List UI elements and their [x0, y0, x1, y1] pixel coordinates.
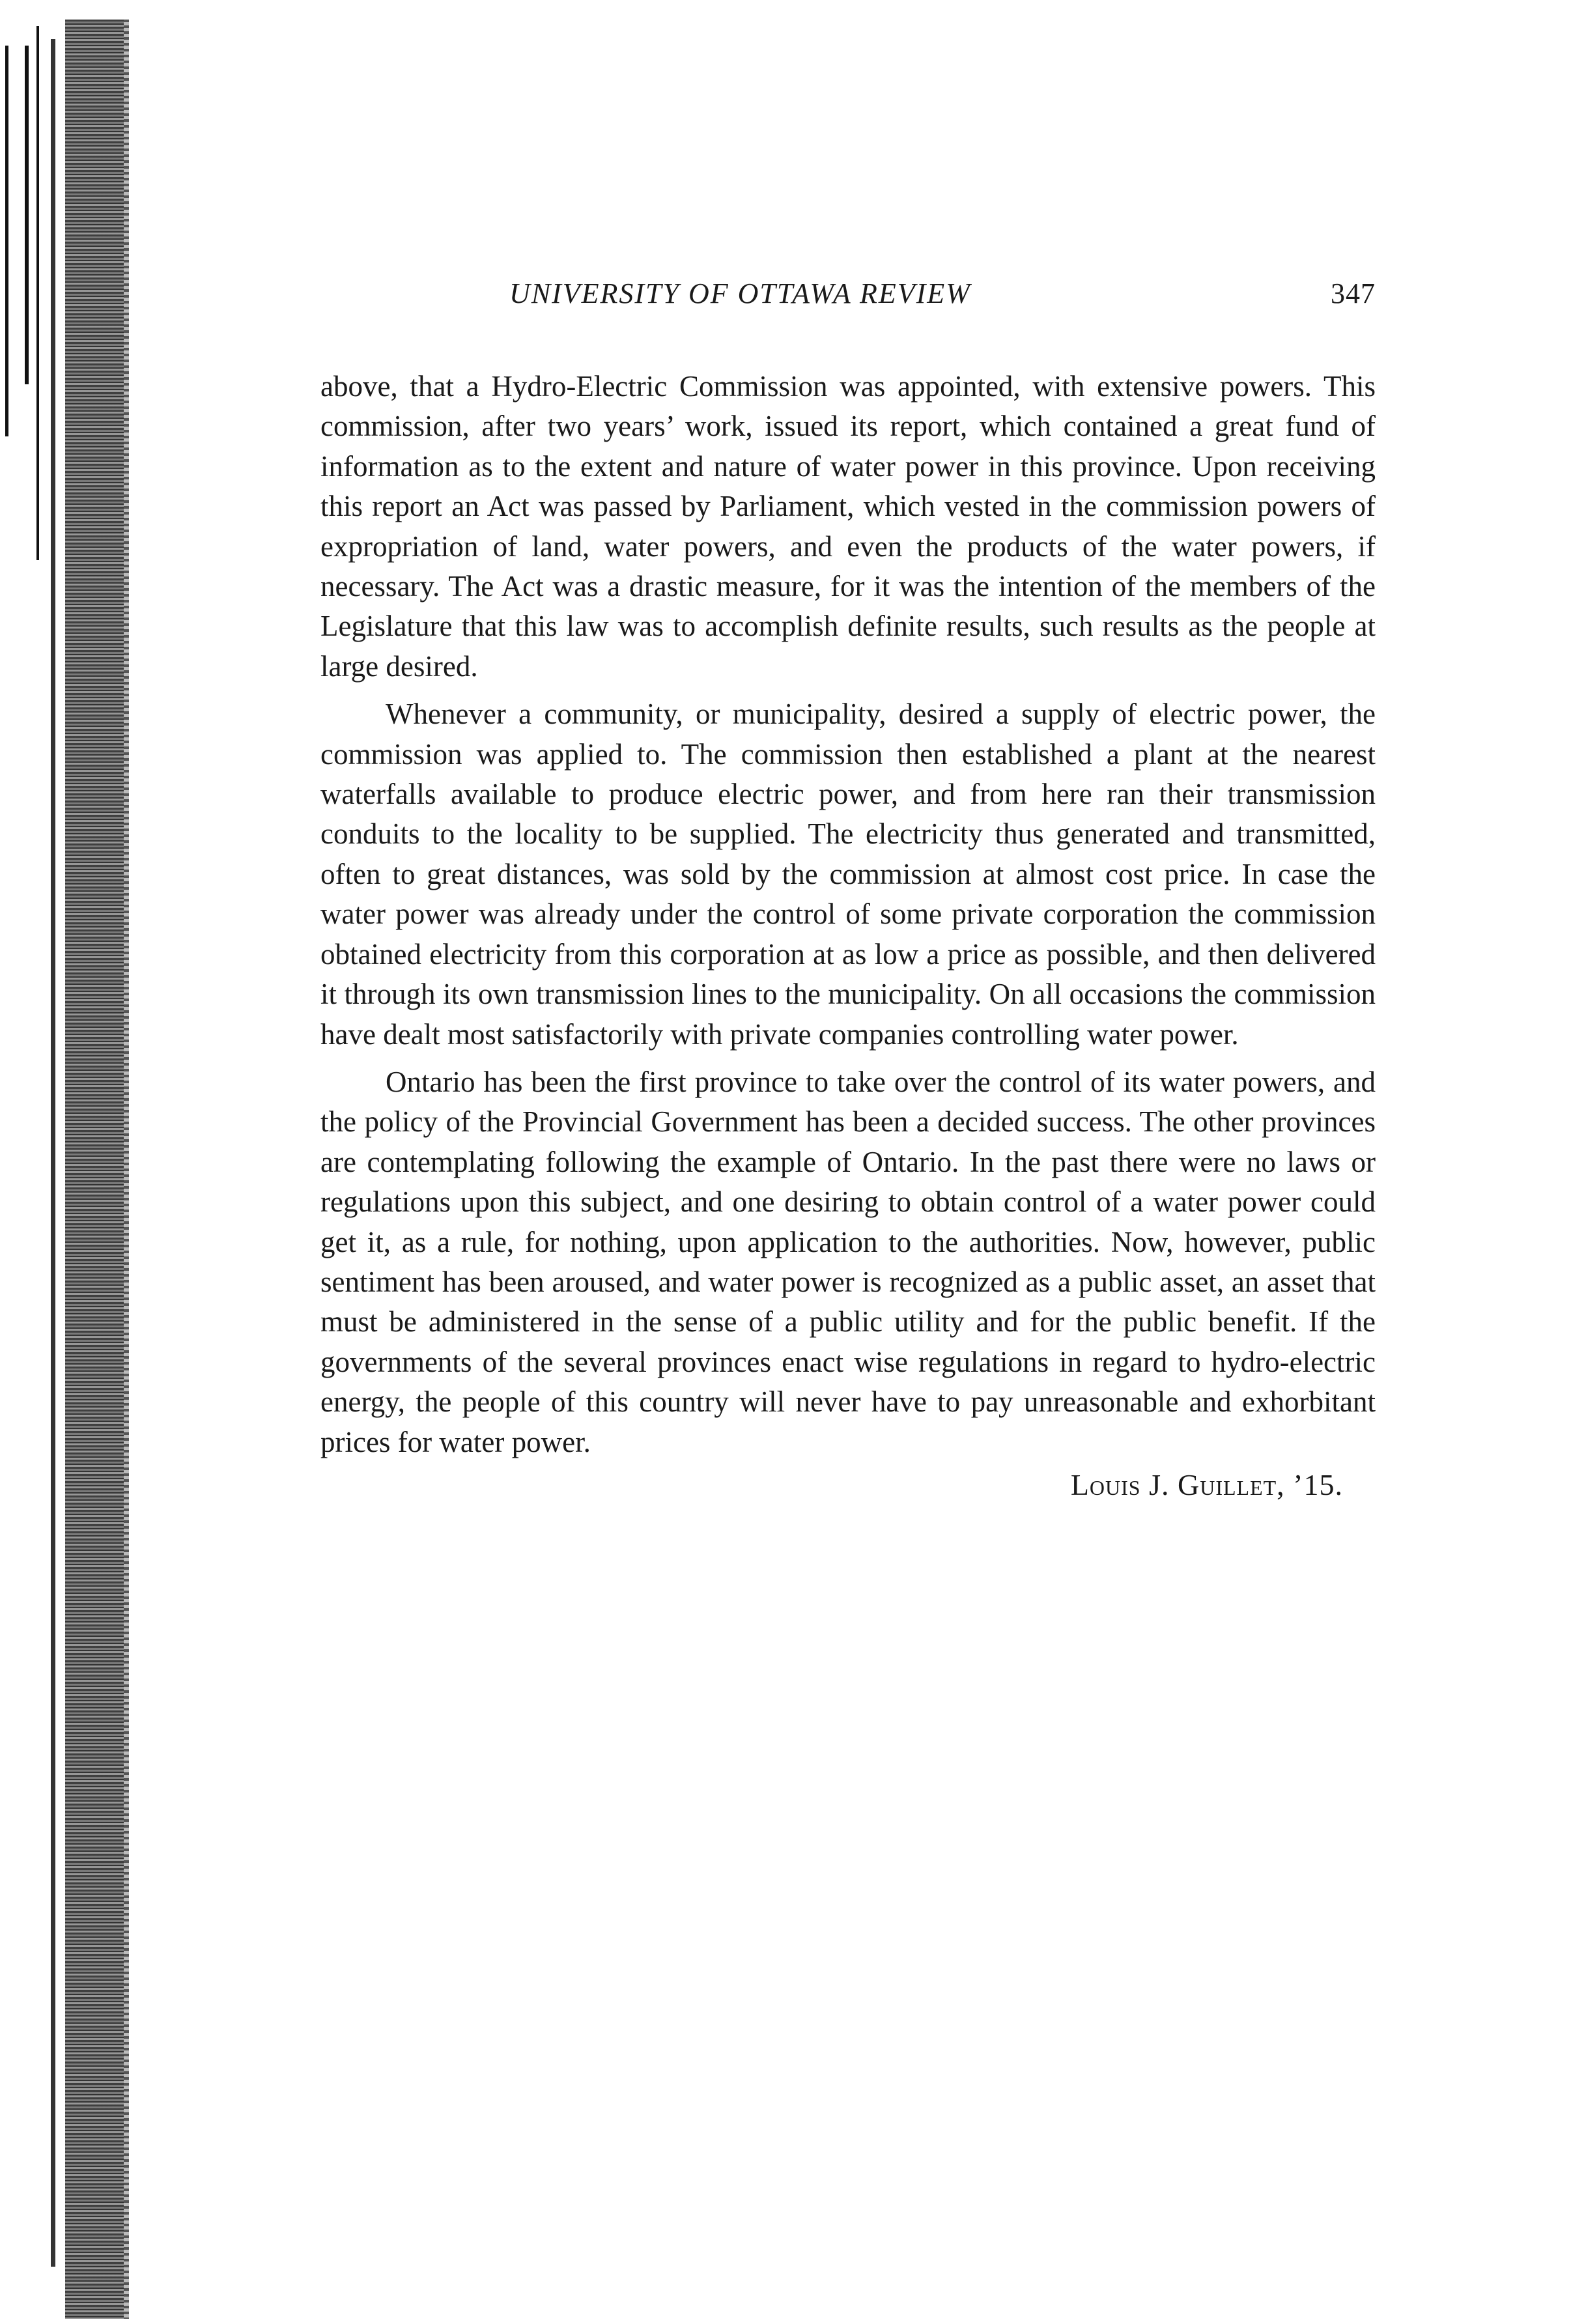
author-signature: Louis J. Guillet, ’15.	[1070, 1467, 1343, 1501]
binding-line	[51, 39, 55, 2267]
binding-line	[5, 46, 8, 436]
binding-strip	[65, 20, 127, 2319]
binding-strip-edge	[124, 20, 129, 2319]
binding-line	[36, 26, 39, 560]
page-number: 347	[1331, 277, 1376, 309]
paragraph: Ontario has been the first province to take over the control of its water powers, and the policy of the Provincial Government has been a decided success. The other provinces are contemplating following the example of Ontario. In the past there were no laws or regulations upon this subject, and one desiring to obtain control of a water power could get it, as a rule, for nothing, upon application to the authorities. Now, however, public sentiment has been aroused, and water power is recognized as a public asset, an asset that must be administered in the sense of a public utility and for the public benefit. If the governments of the several provinces enact wise regulations in regard to hydro-electric energy, the people of this country will never have to pay unreasonable and exhorbitant prices for water power.	[320, 1065, 1376, 1458]
paragraph: Whenever a community, or municipality, desired a supply of electric power, the commission was applied to. The commission then established a plant at the nearest waterfalls available to produce electric power, and from here ran their transmission conduits to the locality to be supplied. The electricity thus generated and transmitted, often to great distances, was sold by the commission at almost cost price. In case the water power was already under the control of some private corporation the commission obtained electricity from this corporation at as low a price as possible, and then delivered it through its own transmission lines to the municipality. On all occasions the commission have dealt most satisfactorily with private companies controlling water power.	[320, 698, 1376, 1051]
scanned-binding-edge	[0, 0, 140, 2324]
page-header	[320, 277, 1376, 329]
binding-line	[25, 46, 29, 384]
article-body	[320, 367, 1376, 1462]
running-title: UNIVERSITY OF OTTAWA REVIEW	[509, 277, 971, 309]
paragraph: above, that a Hydro-Electric Commission was appointed, with extensive powers. This commission, after two years’ work, issued its report, which contained a great fund of information as to the extent and nature of water power in this province. Upon receiving this report an Act was passed by Parliament, which vested in the commission powers of expropriation of land, water powers, and even the products of the water powers, if necessary. The Act was a drastic measure, for it was the intention of the members of the Legislature that this law was to accomplish definite results, such results as the people at large desired.	[320, 370, 1376, 683]
document-page	[320, 277, 1376, 1505]
